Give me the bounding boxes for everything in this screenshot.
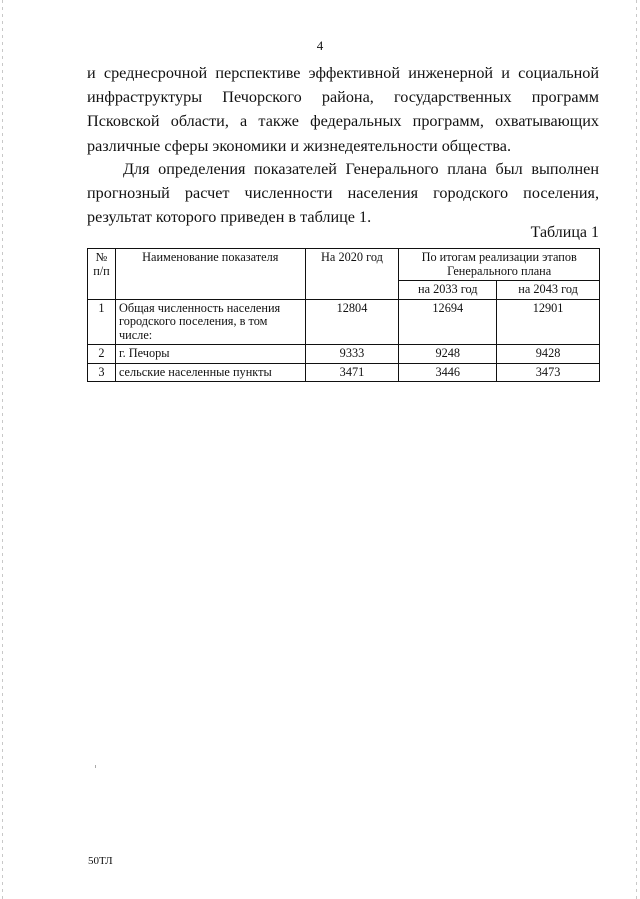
paragraph-line: прогнозный расчет численности населения городского поселения, <box>87 184 599 203</box>
paragraph-line: результат которого приведен в таблице 1. <box>87 208 372 227</box>
paragraph-line: инфраструктуры Печорского района, государственных программ <box>87 88 599 107</box>
row-2043: 12901 <box>497 299 600 345</box>
header-2020: На 2020 год <box>305 249 399 300</box>
scan-edge-left <box>2 0 3 899</box>
row-name: Общая численность населения городского поселения, в том числе: <box>115 299 305 345</box>
header-name: Наименование показателя <box>115 249 305 300</box>
row-num: 2 <box>88 345 116 364</box>
scan-edge-right <box>636 0 637 899</box>
row-2020: 9333 <box>305 345 399 364</box>
table-row <box>88 299 600 345</box>
footer-code: 50ТЛ <box>88 855 113 867</box>
paragraph-line: Псковской области, а также федеральных программ, охватывающих <box>87 112 599 131</box>
row-2033: 3446 <box>399 363 497 382</box>
row-2033: 12694 <box>399 299 497 345</box>
page-number: 4 <box>316 38 324 53</box>
row-2033: 9248 <box>399 345 497 364</box>
header-2043: на 2043 год <box>497 281 600 300</box>
row-2020: 3471 <box>305 363 399 382</box>
table-caption: Таблица 1 <box>530 224 599 241</box>
population-table <box>87 248 600 382</box>
paragraph-line: различные сферы экономики и жизнедеятельности общества. <box>87 136 512 155</box>
table-row <box>88 363 600 382</box>
header-num: № п/п <box>88 249 116 300</box>
row-2043: 3473 <box>497 363 600 382</box>
row-name: сельские населенные пункты <box>115 363 305 382</box>
paragraph-line: Для определения показателей Генерального плана был выполнен <box>123 160 599 178</box>
row-num: 3 <box>88 363 116 382</box>
table-row <box>88 345 600 364</box>
row-name: г. Печоры <box>115 345 305 364</box>
paragraph-line: и среднесрочной перспективе эффективной инженерной и социальной <box>87 64 599 82</box>
row-num: 1 <box>88 299 116 345</box>
header-stages: По итогам реализации этапов Генерального плана <box>399 249 600 281</box>
scan-speck <box>95 765 96 768</box>
paragraph-intro <box>87 61 599 158</box>
header-2033: на 2033 год <box>399 281 497 300</box>
row-2020: 12804 <box>305 299 399 345</box>
paragraph-forecast <box>87 157 599 230</box>
row-2043: 9428 <box>497 345 600 364</box>
